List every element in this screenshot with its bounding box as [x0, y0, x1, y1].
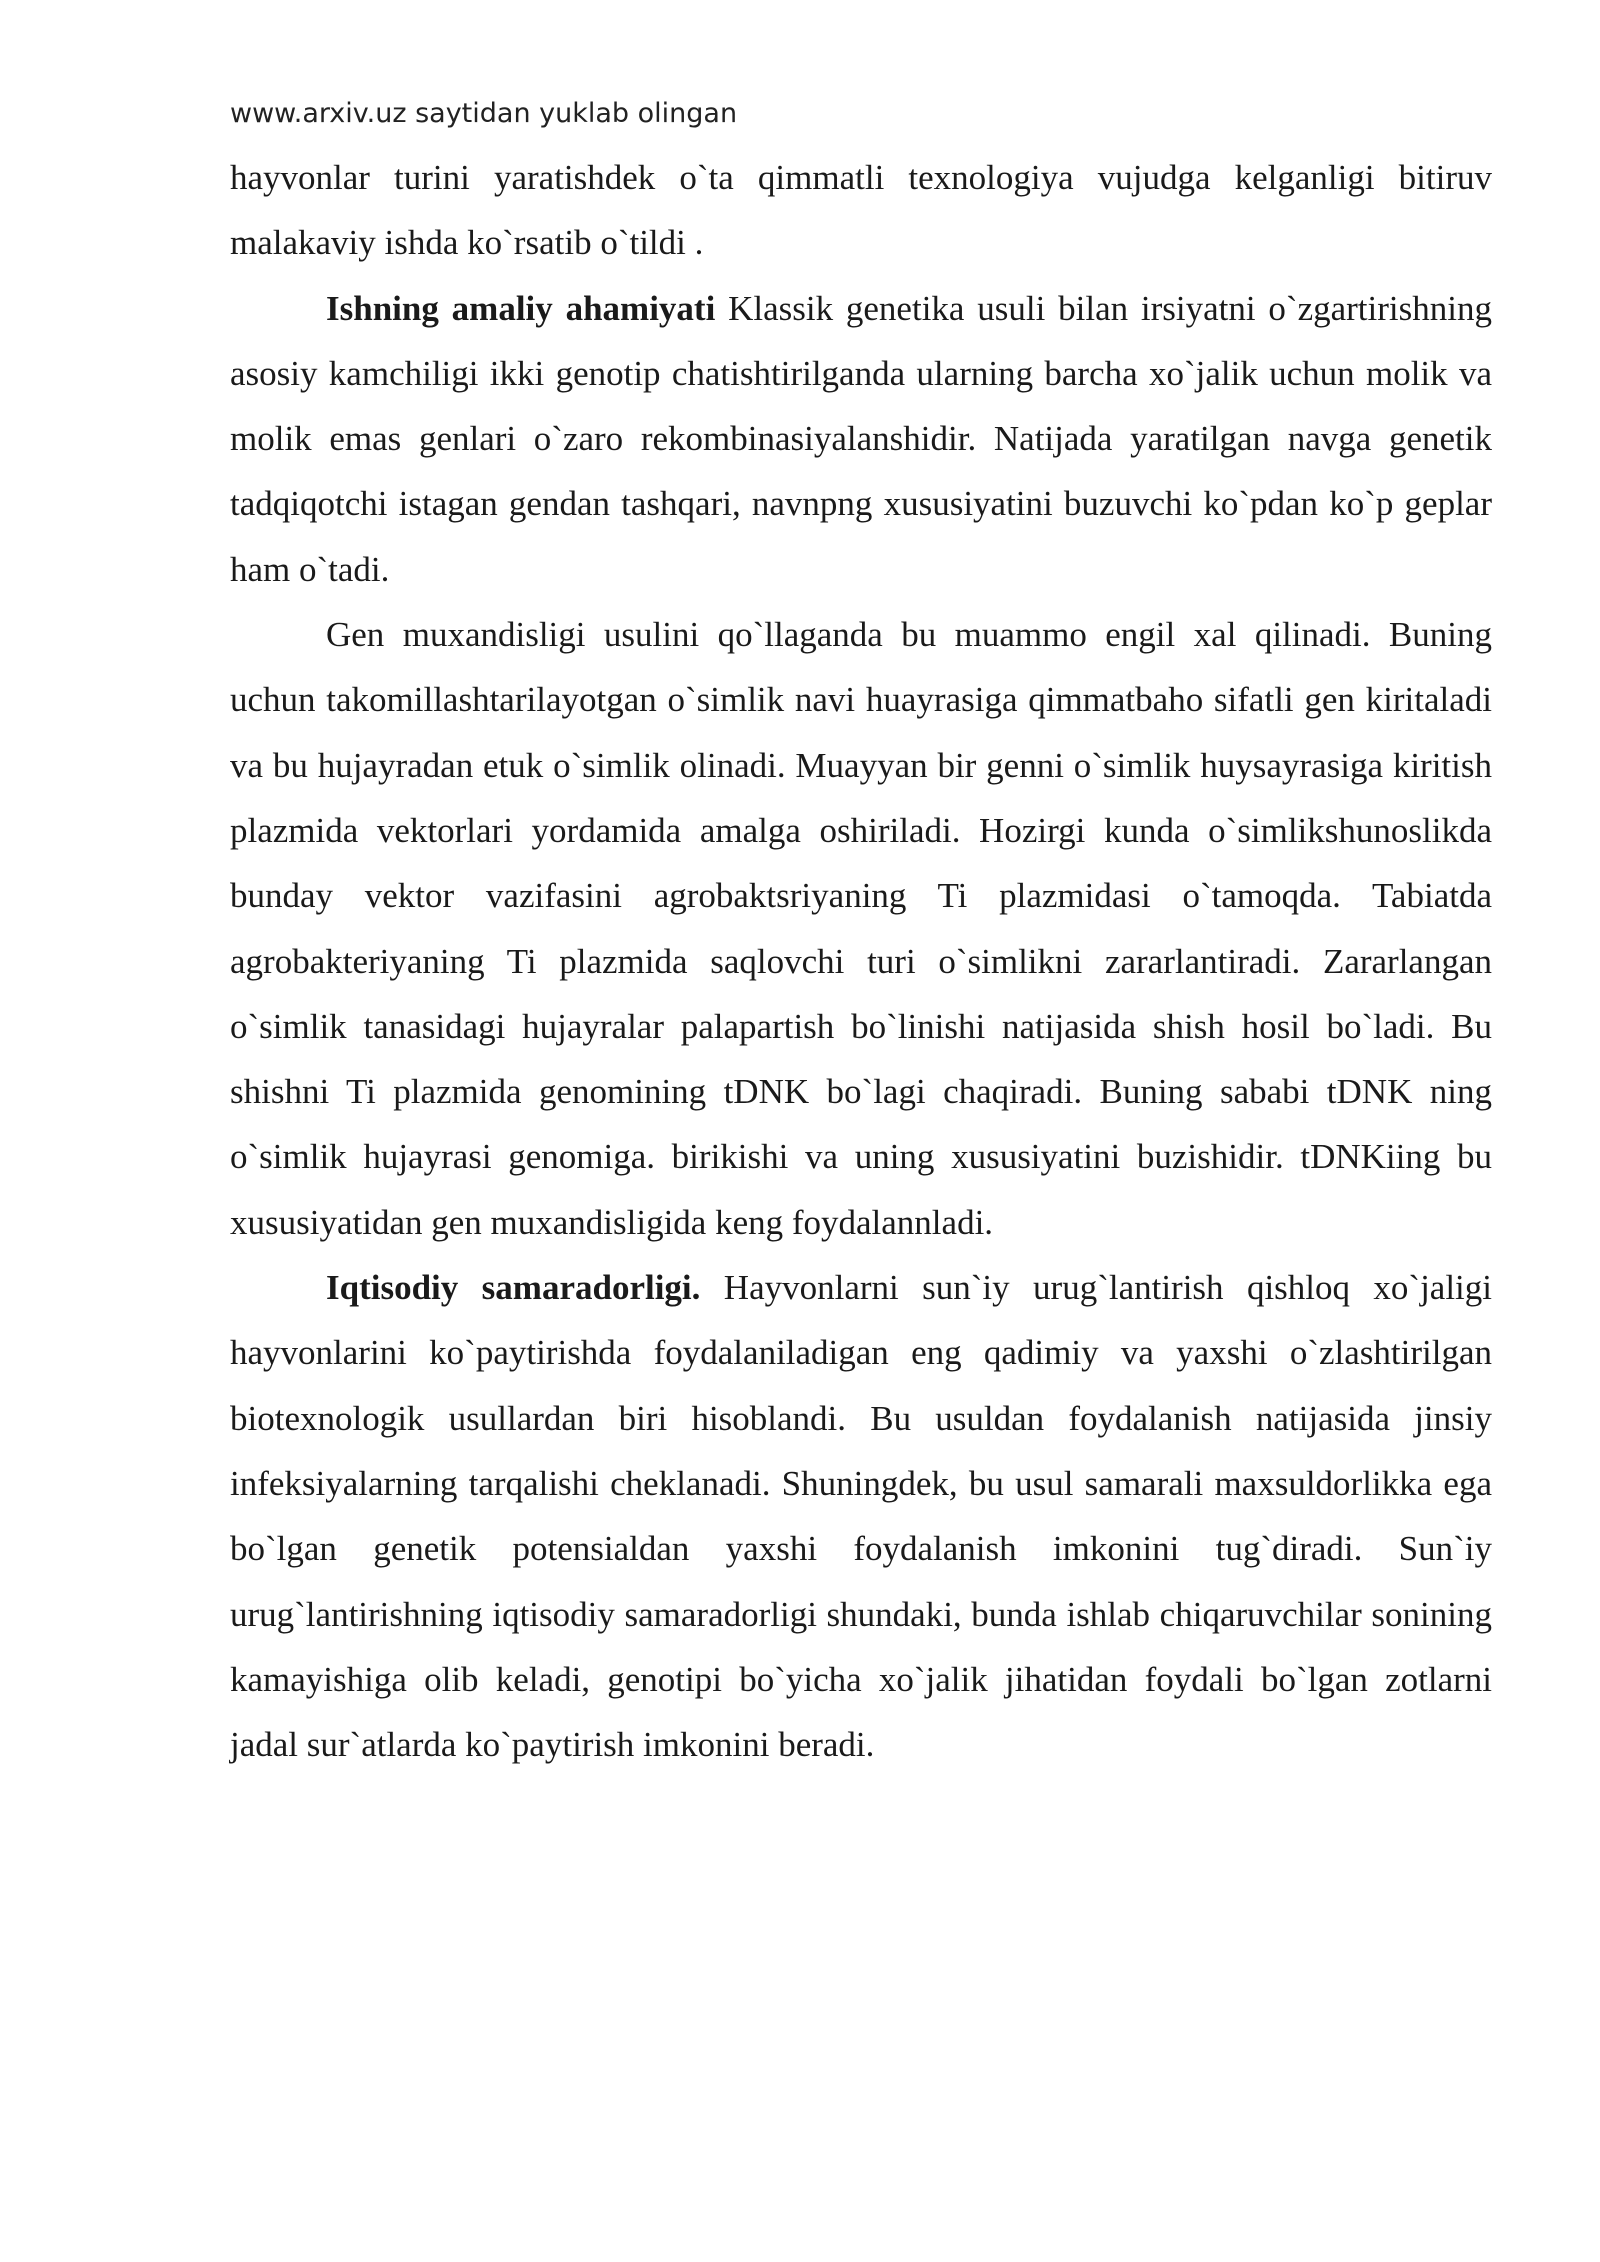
paragraph-genetic-engineering [230, 602, 1492, 1255]
paragraph-heading: Ishning amaliy ahamiyati [326, 288, 716, 328]
paragraph-heading: Iqtisodiy samaradorligi. [326, 1268, 701, 1308]
source-note: www.arxiv.uz saytidan yuklab olingan [230, 98, 738, 129]
paragraph-practical-significance [230, 276, 1492, 602]
paragraph-continuation [230, 145, 1492, 276]
paragraph-economic-efficiency [230, 1255, 1492, 1777]
paragraph-text: hayvonlar turini yaratishdek o`ta qimmatli texnologiya vujudga kelganligi bitiruv malakaviy ishda ko`rsatib o`tildi . [230, 158, 1492, 263]
paragraph-text: Klassik genetika usuli bilan irsiyatni o`zgartirishning asosiy kamchiligi ikki genotip chatishtirilganda ularning barcha xo`jalik uchun molik va molik emas genlari o`zaro rekombinasiyalanshidir. Natijada yaratilgan navga genetik tadqiqotchi istagan gendan tashqari, navnpng xususiyatini buzuvchi ko`pdan ko`p geplar ham o`tadi. [230, 288, 1492, 589]
paragraph-text: Hayvonlarni sun`iy urug`lantirish qishloq xo`jaligi hayvonlarini ko`paytirishda foydalaniladigan eng qadimiy va yaxshi o`zlashtirilgan biotexnologik usullardan biri hisoblandi. Bu usuldan foydalanish natijasida jinsiy infeksiyalarning tarqalishi cheklanadi. Shuningdek, bu usul samarali maxsuldorlikka ega bo`lgan genetik potensialdan yaxshi foydalanish imkonini tug`diradi. Sun`iy urug`lantirishning iqtisodiy samaradorligi shundaki, bunda ishlab chiqaruvchilar sonining kamayishiga olib keladi, genotipi bo`yicha xo`jalik jihatidan foydali bo`lgan zotlarni jadal sur`atlarda ko`paytirish imkonini beradi. [230, 1268, 1492, 1765]
document-body [230, 145, 1492, 1777]
paragraph-text: Gen muxandisligi usulini qo`llaganda bu muammo engil xal qilinadi. Buning uchun takomillashtarilayotgan o`simlik navi huayrasiga qimmatbaho sifatli gen kiritaladi va bu hujayradan etuk o`simlik olinadi. Muayyan bir genni o`simlik huysayrasiga kiritish plazmida vektorlari yordamida amalga oshiriladi. Hozirgi kunda o`simlikshunoslikda bunday vektor vazifasini agrobaktsriyaning Ti plazmidasi o`tamoqda. Tabiatda agrobakteriyaning Ti plazmida saqlovchi turi o`simlikni zararlantiradi. Zararlangan o`simlik tanasidagi hujayralar palapartish bo`linishi natijasida shish hosil bo`ladi. Bu shishni Ti plazmida genomining tDNK bo`lagi chaqiradi. Buning sababi tDNK ning o`simlik hujayrasi genomiga. birikishi va uning xususiyatini buzishidir. tDNKiing bu xususiyatidan gen muxandisligida keng foydalannladi. [230, 615, 1492, 1242]
